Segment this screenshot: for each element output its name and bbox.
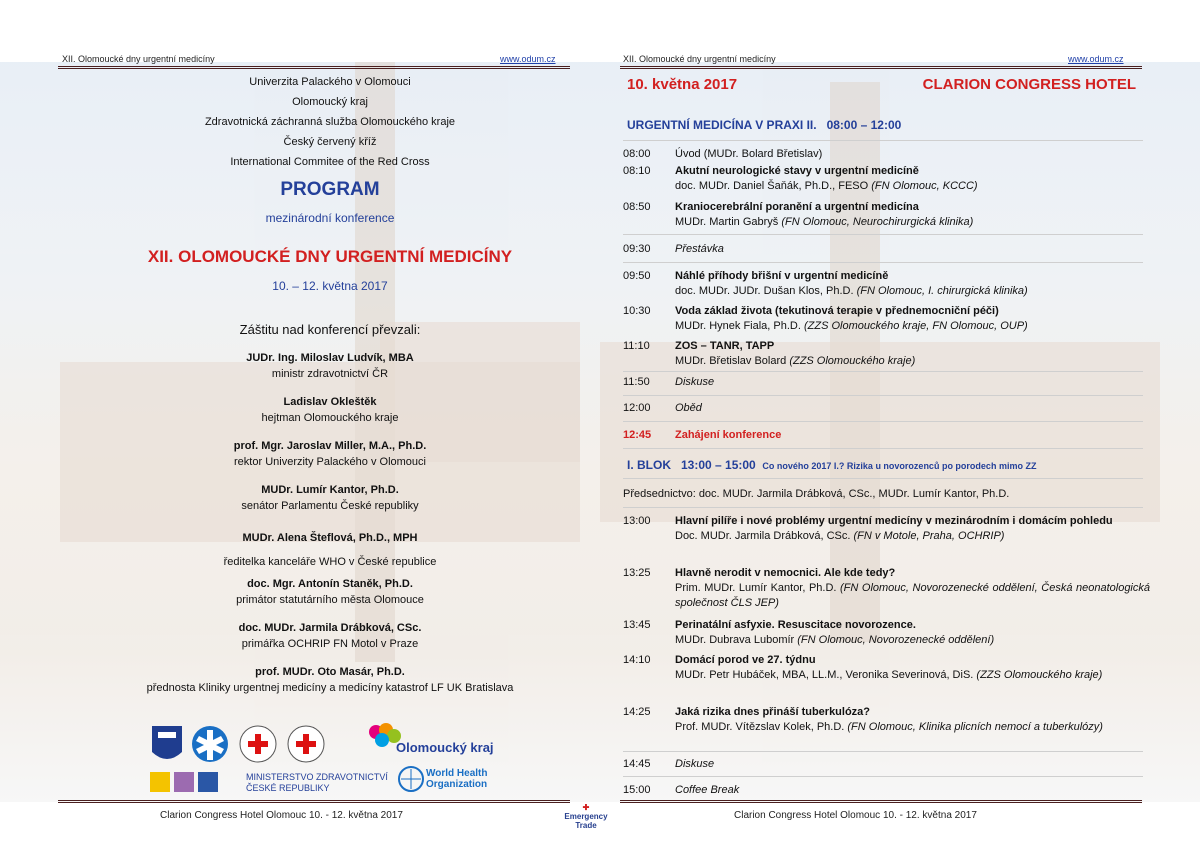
patron: Ladislav Okleštěk hejtman Olomouckého kraje	[261, 396, 399, 424]
divider	[623, 371, 1143, 372]
organizer: Olomoucký kraj	[292, 96, 368, 108]
section-title: URGENTNÍ MEDICÍNA V PRAXI II. 08:00 – 12:00	[627, 118, 902, 132]
divider	[623, 478, 1143, 479]
header-rule	[58, 66, 570, 69]
divider	[623, 507, 1143, 508]
divider	[623, 751, 1143, 752]
organizer: Zdravotnická záchranná služba Olomouckého kraje	[204, 116, 456, 128]
patron: JUDr. Ing. Miloslav Ludvík, MBA ministr zdravotnictví ČR	[246, 352, 414, 380]
organizer: International Commitee of the Red Cross	[230, 156, 430, 168]
schedule-item: 13:45 Perinatální asfyxie. Resuscitace novorozence. MUDr. Dubrava Lubomír (FN Olomouc, Novorozenecké oddělení)	[623, 619, 995, 646]
schedule-item: 14:10 Domácí porod ve 27. týdnu MUDr. Petr Hubáček, MBA, LL.M., Veronika Severinová, DiS. (ZZS Olomouckého kraje)	[623, 654, 1103, 681]
schedule-item: 13:25 Hlavně nerodit v nemocnici. Ale kde tedy? Prim. MUDr. Lumír Kantor, Ph.D. (FN Olomouc, Novorozenecké oddělení, Česká neonatologická společnost ČLS JEP)	[623, 567, 1150, 609]
organizer: Český červený kříž	[283, 136, 377, 148]
header-link[interactable]: www.odum.cz	[500, 54, 556, 64]
footer-text: Clarion Congress Hotel Olomouc 10. - 12. května 2017	[734, 810, 977, 821]
emergency-trade-logo: ✚ Emergency Trade	[564, 803, 608, 830]
olomoucky-kraj-logo: Olomoucký kraj	[396, 740, 494, 755]
schedule-item: 09:50 Náhlé příhody břišní v urgentní medicíně doc. MUDr. JUDr. Dušan Klos, Ph.D. (FN Olomouc, I. chirurgická klinika)	[623, 270, 1028, 297]
red-cross-logo-icon	[288, 726, 324, 762]
hotel-name: CLARION CONGRESS HOTEL	[922, 76, 1136, 93]
schedule-item: 13:00 Hlavní pilíře i nové problémy urgentní medicíny v mezinárodním i domácím pohledu Doc. MUDr. Jarmila Drábková, CSc. (FN v Motole, Praha, OCHRIP)	[623, 515, 1113, 542]
patron: doc. Mgr. Antonín Staněk, Ph.D. primátor statutárního města Olomouce	[236, 578, 424, 606]
header-title: XII. Olomoucké dny urgentní medicíny	[62, 54, 215, 64]
who-globe-icon	[398, 766, 424, 792]
divider	[623, 448, 1143, 449]
conference-title: XII. OLOMOUCKÉ DNY URGENTNÍ MEDICÍNY	[147, 247, 513, 266]
header-title: XII. Olomoucké dny urgentní medicíny	[623, 54, 776, 64]
divider	[623, 234, 1143, 235]
divider	[623, 776, 1143, 777]
divider	[623, 262, 1143, 263]
schedule-item: 14:25 Jaká rizika dnes přináší tuberkulóza? Prof. MUDr. Vítězslav Kolek, Ph.D. (FN Olomouc, Klinika plicních nemocí a tuberkulózy)	[623, 706, 1103, 733]
schedule-item: 08:50 Kraniocerebrální poranění a urgentní medicína MUDr. Martin Gabryš (FN Olomouc, Neurochirurgická klinika)	[623, 201, 974, 228]
ems-star-icon	[192, 726, 228, 762]
conference-dates: 10. – 12. května 2017	[272, 279, 388, 293]
schedule-item: 10:30 Voda základ života (tekutinová terapie v přednemocniční péči) MUDr. Hynek Fiala, Ph.D. (ZZS Olomouckého kraje, FN Olomouc, OUP)	[623, 305, 1028, 332]
patron: MUDr. Alena Šteflová, Ph.D., MPH ředitelka kanceláře WHO v České republice	[223, 532, 437, 568]
footer-rule	[58, 800, 570, 803]
divider	[623, 395, 1143, 396]
patron: prof. Mgr. Jaroslav Miller, M.A., Ph.D. rektor Univerzity Palackého v Olomouci	[233, 440, 427, 468]
patron: MUDr. Lumír Kantor, Ph.D. senátor Parlamentu České republiky	[241, 484, 419, 512]
project-logos-icon	[150, 770, 240, 796]
footer-text: Clarion Congress Hotel Olomouc 10. - 12. května 2017	[160, 810, 403, 821]
header-link[interactable]: www.odum.cz	[1068, 54, 1124, 64]
university-logo-icon	[152, 726, 182, 759]
footer-rule	[620, 800, 1142, 803]
who-logo: World Health Organization	[426, 768, 488, 790]
patron: prof. MUDr. Oto Masár, Ph.D. přednosta Kliniky urgentnej medicíny a medicíny katastrof LF UK Bratislava	[146, 666, 514, 694]
program-subtitle: mezinárodní konference	[265, 211, 395, 225]
patron: doc. MUDr. Jarmila Drábková, CSc. primářka OCHRIP FN Motol v Praze	[238, 622, 422, 650]
header-rule	[620, 66, 1142, 69]
divider	[623, 421, 1143, 422]
organizer: Univerzita Palackého v Olomouci	[249, 76, 411, 88]
partner-logos-row1	[148, 722, 358, 768]
block-title: I. BLOK 13:00 – 15:00 Co nového 2017 I.? Rizika u novorozenců po porodech mimo ZZ	[627, 458, 1037, 472]
day-date: 10. května 2017	[627, 76, 738, 93]
icrc-logo-icon	[240, 726, 276, 762]
schedule-item: 11:10 ZOS – TANR, TAPP MUDr. Břetislav Bolard (ZZS Olomouckého kraje)	[623, 340, 916, 367]
program-title: PROGRAM	[280, 179, 380, 200]
schedule-item: 08:10 Akutní neurologické stavy v urgentní medicíně doc. MUDr. Daniel Šaňák, Ph.D., FESO (FN Olomouc, KCCC)	[623, 165, 978, 192]
divider	[623, 140, 1143, 141]
organizers	[30, 72, 630, 172]
ministry-logo: MINISTERSTVO ZDRAVOTNICTVÍ ČESKÉ REPUBLIKY	[246, 772, 388, 793]
patronage-title: Záštitu nad konferencí převzali:	[239, 322, 421, 337]
